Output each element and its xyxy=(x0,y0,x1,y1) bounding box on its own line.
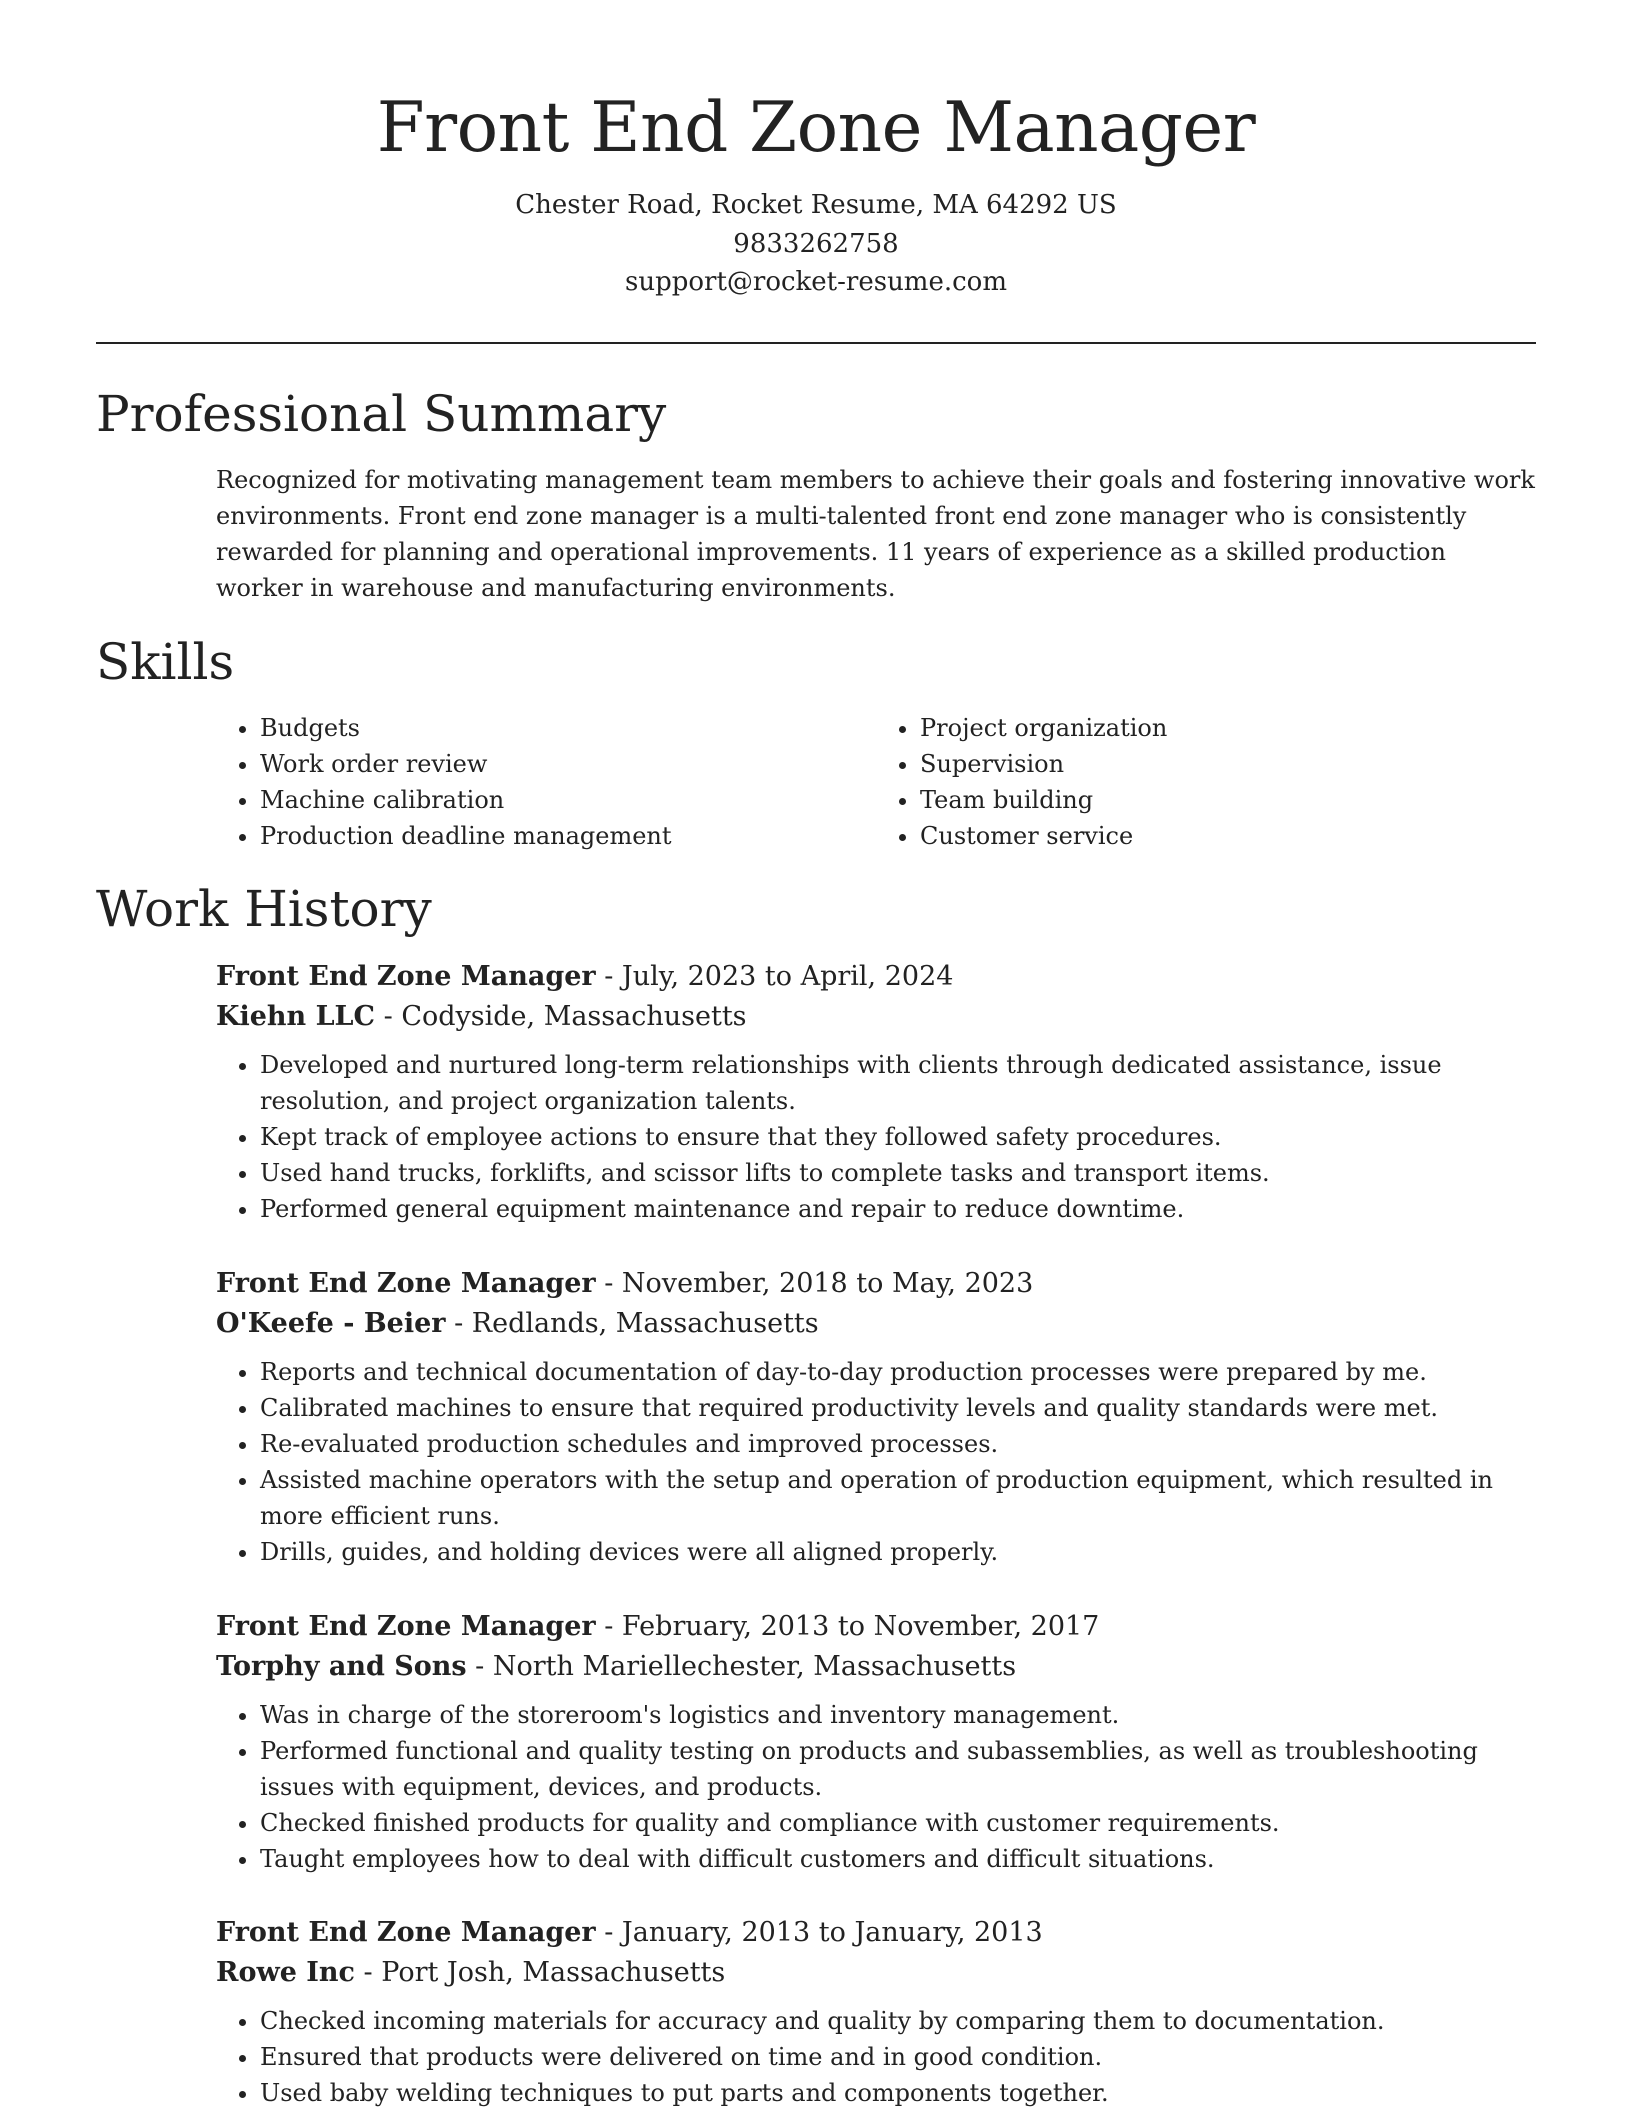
job-bullets xyxy=(216,1047,1536,1227)
skill-item: • Production deadline management xyxy=(260,818,876,854)
job-company: Kiehn LLC xyxy=(216,1001,376,1032)
job-entry xyxy=(216,1264,1536,1570)
resume-header xyxy=(0,0,1632,302)
job-bullet: • Calibrated machines to ensure that required productivity levels and quality standards were met. xyxy=(260,1390,1536,1426)
job-bullet: • Re-evaluated production schedules and improved processes. xyxy=(260,1426,1536,1462)
skills-list-left xyxy=(216,710,876,854)
job-title-line xyxy=(216,957,1536,997)
skill-item: • Supervision xyxy=(920,746,1536,782)
job-company: Rowe Inc xyxy=(216,1957,355,1988)
job-title: Front End Zone Manager xyxy=(216,961,596,992)
job-company-line xyxy=(216,997,1536,1037)
job-bullet: • Was in charge of the storeroom's logistics and inventory management. xyxy=(260,1697,1536,1733)
job-title: Front End Zone Manager xyxy=(216,1917,596,1948)
skill-item: • Team building xyxy=(920,782,1536,818)
job-bullet: • Taught employees how to deal with difficult customers and difficult situations. xyxy=(260,1841,1536,1877)
contact-phone: 9833262758 xyxy=(733,228,899,259)
job-entry xyxy=(216,1913,1536,2111)
job-title-line xyxy=(216,1913,1536,1953)
job-dates: - July, 2023 to April, 2024 xyxy=(595,961,954,992)
job-entry xyxy=(216,957,1536,1227)
job-company-line xyxy=(216,1304,1536,1344)
contact-block xyxy=(0,186,1632,302)
job-bullet: • Developed and nurtured long-term relationships with clients through dedicated assistance, issue resolution, and project organization talents. xyxy=(260,1047,1536,1119)
job-bullet: • Checked incoming materials for accuracy and quality by comparing them to documentation. xyxy=(260,2003,1536,2039)
job-bullet: • Performed general equipment maintenance and repair to reduce downtime. xyxy=(260,1191,1536,1227)
job-bullet: • Reports and technical documentation of day-to-day production processes were prepared by me. xyxy=(260,1354,1536,1390)
job-dates: - February, 2013 to November, 2017 xyxy=(595,1611,1100,1642)
contact-address: Chester Road, Rocket Resume, MA 64292 US xyxy=(515,190,1117,220)
summary-section xyxy=(216,462,1536,606)
skill-item: • Project organization xyxy=(920,710,1536,746)
job-entry xyxy=(216,1607,1536,1877)
job-company-line xyxy=(216,1953,1536,1993)
job-location: - North Mariellechester, Massachusetts xyxy=(466,1651,1017,1682)
skill-item: • Budgets xyxy=(260,710,876,746)
job-bullet: • Assisted machine operators with the setup and operation of production equipment, which resulted in more efficient runs. xyxy=(260,1462,1536,1534)
job-bullet: • Ensured that products were delivered on time and in good condition. xyxy=(260,2039,1536,2075)
header-divider xyxy=(96,342,1536,344)
job-company: Torphy and Sons xyxy=(216,1651,467,1682)
job-dates: - November, 2018 to May, 2023 xyxy=(595,1268,1034,1299)
summary-text: Recognized for motivating management team members to achieve their goals and fostering innovative work environments. Front end zone manager is a multi-talented front end zone manager who is consistently rewarded for planning and operational improvements. 11 years of experience as a skilled production worker in warehouse and manufacturing environments. xyxy=(216,466,1535,602)
job-title: Front End Zone Manager xyxy=(216,1268,596,1299)
job-bullet: • Used hand trucks, forklifts, and scissor lifts to complete tasks and transport items. xyxy=(260,1155,1536,1191)
skills-list-right xyxy=(876,710,1536,854)
job-bullet: • Drills, guides, and holding devices were all aligned properly. xyxy=(260,1534,1536,1570)
job-location: - Redlands, Massachusetts xyxy=(445,1308,819,1339)
job-location: - Port Josh, Massachusetts xyxy=(354,1957,726,1988)
job-bullet: • Used baby welding techniques to put parts and components together. xyxy=(260,2075,1536,2111)
job-bullets xyxy=(216,2003,1536,2111)
job-bullet: • Performed functional and quality testing on products and subassemblies, as well as troubleshooting issues with equipment, devices, and products. xyxy=(260,1733,1536,1805)
job-company-line xyxy=(216,1647,1536,1687)
job-title: Front End Zone Manager xyxy=(216,1611,596,1642)
job-bullet: • Checked finished products for quality and compliance with customer requirements. xyxy=(260,1805,1536,1841)
job-company: O'Keefe - Beier xyxy=(216,1308,446,1339)
skill-item: • Customer service xyxy=(920,818,1536,854)
summary-heading: Professional Summary xyxy=(96,385,667,443)
job-dates: - January, 2013 to January, 2013 xyxy=(595,1917,1043,1948)
job-title-line xyxy=(216,1264,1536,1304)
job-bullets xyxy=(216,1697,1536,1877)
job-bullets xyxy=(216,1354,1536,1570)
work-history-heading: Work History xyxy=(96,880,432,938)
job-location: - Codyside, Massachusetts xyxy=(375,1001,747,1032)
skill-item: • Work order review xyxy=(260,746,876,782)
skills-section xyxy=(216,710,1536,854)
skills-heading: Skills xyxy=(96,633,235,691)
skill-item: • Machine calibration xyxy=(260,782,876,818)
job-title-line xyxy=(216,1607,1536,1647)
job-bullet: • Kept track of employee actions to ensure that they followed safety procedures. xyxy=(260,1119,1536,1155)
candidate-name: Front End Zone Manager xyxy=(376,88,1256,168)
contact-email: support@rocket-resume.com xyxy=(624,267,1007,297)
